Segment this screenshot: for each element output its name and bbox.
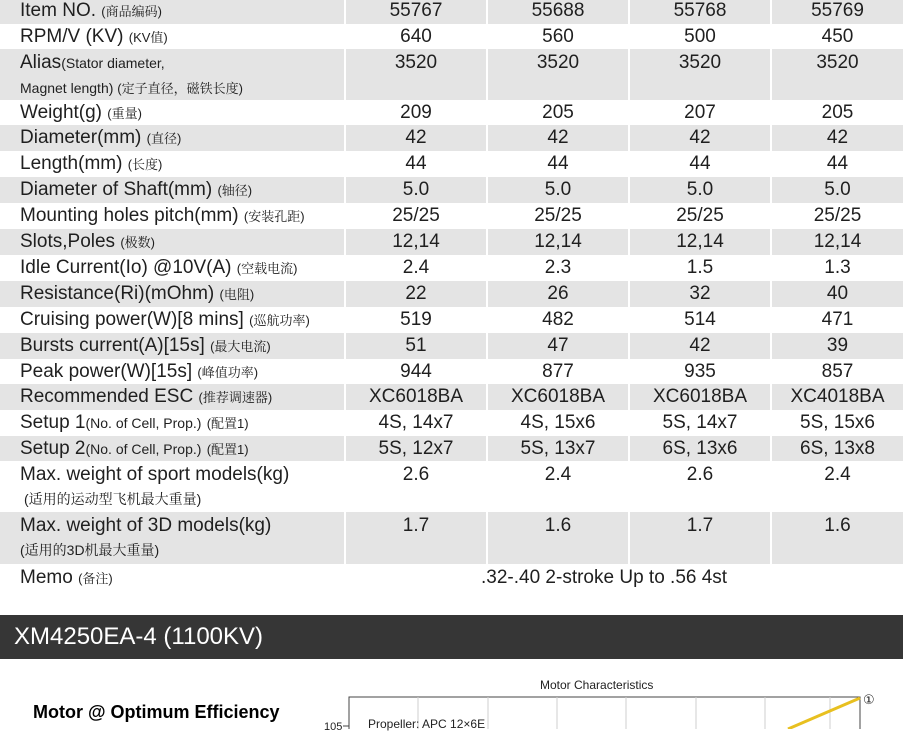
row-label: [0, 512, 344, 564]
row-label: [0, 24, 344, 49]
value-cell: 482: [486, 307, 628, 333]
table-row-esc: [0, 384, 903, 410]
table-row-mounting: [0, 203, 903, 229]
value-cell: 3520: [344, 49, 486, 100]
label-zh: (配置1): [206, 416, 249, 431]
value-cell: 2.4: [344, 255, 486, 281]
label-text: Max. weight of sport models(kg): [20, 464, 290, 485]
table-row-idle-current: [0, 255, 903, 281]
table-row-cruising-power: [0, 307, 903, 333]
value-cell: 207: [628, 100, 770, 125]
label-text: Cruising power(W)[8 mins]: [20, 309, 244, 330]
value-cell: 42: [344, 125, 486, 151]
value-cell: 877: [486, 359, 628, 384]
value-cell: 560: [486, 24, 628, 49]
value-cell: 2.4: [486, 461, 628, 512]
label-text: Max. weight of 3D models(kg): [20, 515, 272, 536]
value-cell: 5.0: [344, 177, 486, 203]
table-row-peak-power: [0, 359, 903, 384]
value-cell: 205: [770, 100, 903, 125]
value-cell: 514: [628, 307, 770, 333]
table-row-setup-2: [0, 436, 903, 461]
table-row-weight: [0, 100, 903, 125]
label-sub: (Stator diameter,: [61, 55, 165, 71]
value-cell: 1.6: [486, 512, 628, 564]
value-cell: 44: [486, 151, 628, 177]
value-cell: 5.0: [486, 177, 628, 203]
value-cell: 25/25: [628, 203, 770, 229]
value-cell: 935: [628, 359, 770, 384]
row-label: [0, 410, 344, 436]
label-zh: (配置1): [206, 442, 249, 457]
row-label: [0, 125, 344, 151]
label-zh: (极数): [120, 235, 155, 250]
value-cell: 1.3: [770, 255, 903, 281]
row-label: [0, 255, 344, 281]
value-cell: 42: [770, 125, 903, 151]
table-row-resistance: [0, 281, 903, 307]
value-cell: 6S, 13x6: [628, 436, 770, 461]
label-text: Length(mm): [20, 153, 123, 174]
label-zh: (轴径): [217, 183, 253, 198]
label-text: Peak power(W)[15s]: [20, 361, 193, 382]
label-text: Item NO.: [20, 0, 97, 21]
value-cell: 5S, 12x7: [344, 436, 486, 461]
label-zh: (商品编码): [101, 4, 162, 19]
value-cell: 5S, 14x7: [628, 410, 770, 436]
value-cell: XC6018BA: [344, 384, 486, 410]
value-cell: 6S, 13x8: [770, 436, 903, 461]
value-cell: 25/25: [486, 203, 628, 229]
label-line2: [20, 76, 344, 100]
value-cell: 44: [770, 151, 903, 177]
value-cell: 3520: [770, 49, 903, 100]
value-cell: 22: [344, 281, 486, 307]
label-zh: (空载电流): [236, 261, 298, 276]
value-cell: 2.3: [486, 255, 628, 281]
model-title: XM4250EA-4 (1100KV): [14, 623, 264, 650]
value-cell: 55768: [628, 0, 770, 24]
axis-tick-label: 105: [324, 721, 343, 733]
value-cell: 55769: [770, 0, 903, 24]
label-text: Resistance(Ri)(mOhm): [20, 283, 215, 304]
table-row-diameter: [0, 125, 903, 151]
value-cell: 4S, 14x7: [344, 410, 486, 436]
table-row-3d-weight: [0, 512, 903, 564]
label-text: Weight(g): [20, 102, 103, 123]
table-row-memo: [0, 565, 903, 591]
table-row-setup-1: [0, 410, 903, 436]
circle-number-marker: ①: [863, 692, 875, 707]
value-cell: XC6018BA: [628, 384, 770, 410]
row-label: [0, 333, 344, 359]
value-cell: 12,14: [770, 229, 903, 255]
value-cell: 500: [628, 24, 770, 49]
memo-text: .32-.40 2-stroke Up to .56 4st: [481, 567, 728, 588]
value-cell: 12,14: [486, 229, 628, 255]
table-row-alias: [0, 49, 903, 100]
label-zh: (重量): [107, 106, 142, 121]
row-label: [0, 281, 344, 307]
value-cell: 209: [344, 100, 486, 125]
row-label: [0, 307, 344, 333]
value-cell: 519: [344, 307, 486, 333]
row-label: [0, 461, 344, 512]
value-cell: 12,14: [628, 229, 770, 255]
label-text: Setup 1: [20, 412, 86, 433]
label-zh: (直径): [146, 131, 182, 146]
row-label: [0, 151, 344, 177]
label-line2: (适用的运动型飞机最大重量): [24, 491, 202, 507]
label-text: RPM/V (KV): [20, 26, 124, 47]
value-cell: 55688: [486, 0, 628, 24]
label-text: Bursts current(A)[15s]: [20, 335, 205, 356]
label-text: Idle Current(Io) @10V(A): [20, 257, 232, 278]
value-cell: 5.0: [628, 177, 770, 203]
label-zh: (定子直径，磁铁长度): [117, 81, 243, 96]
value-cell: 5S, 15x6: [770, 410, 903, 436]
row-label: [0, 177, 344, 203]
label-text: Slots,Poles: [20, 231, 116, 252]
value-cell: 55767: [344, 0, 486, 24]
value-cell: 640: [344, 24, 486, 49]
value-cell: 5.0: [770, 177, 903, 203]
value-cell: 1.5: [628, 255, 770, 281]
value-cell: 1.7: [628, 512, 770, 564]
value-cell: 42: [628, 333, 770, 359]
table-row-bursts-current: [0, 333, 903, 359]
model-banner: [0, 615, 903, 659]
value-cell: 51: [344, 333, 486, 359]
label-text: Setup 2: [20, 438, 86, 459]
label-zh: (巡航功率): [249, 313, 310, 328]
table-row-item-no: [0, 0, 903, 24]
row-label: [0, 436, 344, 461]
label-text: Diameter of Shaft(mm): [20, 179, 213, 200]
row-label: [0, 229, 344, 255]
value-cell: 47: [486, 333, 628, 359]
row-label: [0, 565, 344, 591]
row-label: [0, 100, 344, 125]
value-cell: 2.4: [770, 461, 903, 512]
value-cell: 3520: [486, 49, 628, 100]
value-cell: 32: [628, 281, 770, 307]
row-label: [0, 49, 344, 100]
value-cell: 5S, 13x7: [486, 436, 628, 461]
value-cell: 44: [344, 151, 486, 177]
value-cell: 944: [344, 359, 486, 384]
value-cell: 42: [628, 125, 770, 151]
label-text: Memo: [20, 567, 73, 588]
label-zh: (最大电流): [210, 339, 271, 354]
label-zh: (电阻): [219, 287, 255, 302]
label-text: Alias: [20, 52, 62, 73]
value-cell: 4S, 15x6: [486, 410, 628, 436]
value-cell: 12,14: [344, 229, 486, 255]
label-zh: (备注): [78, 571, 113, 586]
value-cell: 40: [770, 281, 903, 307]
value-cell: 205: [486, 100, 628, 125]
label-zh: (峰值功率): [197, 365, 259, 380]
value-cell: 25/25: [344, 203, 486, 229]
label-text: Diameter(mm): [20, 127, 142, 148]
label-text: Recommended ESC: [20, 386, 194, 407]
value-cell: XC4018BA: [770, 384, 903, 410]
label-zh: (KV值): [128, 30, 168, 45]
label-zh: (安装孔距): [243, 209, 305, 224]
label-line2-text: Magnet length): [20, 80, 114, 96]
efficiency-title: Motor @ Optimum Efficiency: [33, 702, 280, 722]
label-zh: (推荐调速器): [198, 390, 273, 405]
chart-series-line: [788, 698, 860, 729]
row-label: [0, 0, 344, 24]
label-zh: (长度): [127, 157, 163, 172]
label-line2: (适用的3D机最大重量): [20, 542, 160, 558]
value-cell: XC6018BA: [486, 384, 628, 410]
row-label: [0, 384, 344, 410]
value-cell: 25/25: [770, 203, 903, 229]
table-row-length: [0, 151, 903, 177]
value-cell: 2.6: [628, 461, 770, 512]
value-cell: 39: [770, 333, 903, 359]
value-cell: 1.7: [344, 512, 486, 564]
value-cell: 26: [486, 281, 628, 307]
row-label: [0, 359, 344, 384]
label-text: Mounting holes pitch(mm): [20, 205, 239, 226]
value-cell: 450: [770, 24, 903, 49]
value-cell: 2.6: [344, 461, 486, 512]
propeller-label: Propeller: APC 12×6E: [368, 717, 486, 731]
label-sub: (No. of Cell, Prop.): [85, 441, 202, 457]
table-row-sport-weight: [0, 461, 903, 512]
label-sub: (No. of Cell, Prop.): [85, 415, 202, 431]
value-cell: 3520: [628, 49, 770, 100]
value-cell: 471: [770, 307, 903, 333]
table-row-kv: [0, 24, 903, 49]
value-cell: 857: [770, 359, 903, 384]
value-cell: 1.6: [770, 512, 903, 564]
table-row-slots: [0, 229, 903, 255]
table-row-shaft: [0, 177, 903, 203]
row-label: [0, 203, 344, 229]
chart-title: Motor Characteristics: [540, 678, 654, 692]
value-cell: 44: [628, 151, 770, 177]
value-cell: 42: [486, 125, 628, 151]
